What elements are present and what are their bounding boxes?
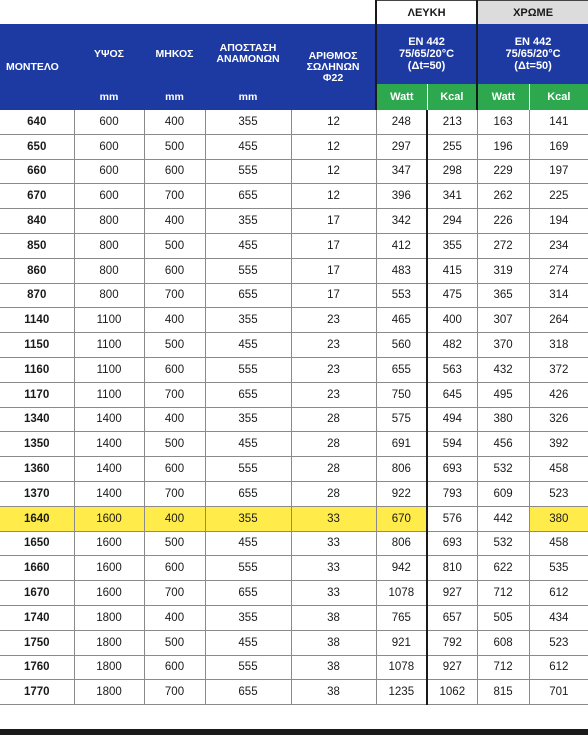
cell-chrome-kcal: 326 xyxy=(529,407,588,432)
cell-chrome-watt: 226 xyxy=(477,209,529,234)
cell-distance: 555 xyxy=(205,655,291,680)
cell-lefki-kcal: 494 xyxy=(427,407,477,432)
cell-length: 700 xyxy=(144,581,205,606)
cell-tubes: 38 xyxy=(291,655,376,680)
cell-chrome-kcal: 234 xyxy=(529,233,588,258)
cell-chrome-watt: 456 xyxy=(477,432,529,457)
cell-chrome-watt: 163 xyxy=(477,110,529,134)
cell-model: 1640 xyxy=(0,506,74,531)
cell-lefki-watt: 553 xyxy=(376,283,427,308)
cell-tubes: 38 xyxy=(291,630,376,655)
cell-model: 1770 xyxy=(0,680,74,705)
cell-distance: 455 xyxy=(205,432,291,457)
table-row xyxy=(0,605,588,630)
cell-chrome-kcal: 264 xyxy=(529,308,588,333)
cell-tubes: 12 xyxy=(291,110,376,134)
cell-tubes: 33 xyxy=(291,531,376,556)
column-header-row xyxy=(0,24,588,84)
cell-tubes: 17 xyxy=(291,209,376,234)
header-chrome-norm xyxy=(477,24,588,84)
unit-distance: mm xyxy=(205,84,291,110)
cell-lefki-kcal: 1062 xyxy=(427,680,477,705)
cell-tubes: 28 xyxy=(291,432,376,457)
cell-lefki-kcal: 294 xyxy=(427,209,477,234)
cell-length: 600 xyxy=(144,457,205,482)
cell-height: 600 xyxy=(74,159,144,184)
cell-lefki-kcal: 810 xyxy=(427,556,477,581)
table-row xyxy=(0,333,588,358)
cell-distance: 555 xyxy=(205,556,291,581)
cell-distance: 455 xyxy=(205,630,291,655)
cell-model: 1150 xyxy=(0,333,74,358)
cell-lefki-watt: 922 xyxy=(376,481,427,506)
table-row xyxy=(0,531,588,556)
header-tubes xyxy=(291,24,376,110)
cell-chrome-kcal: 612 xyxy=(529,655,588,680)
cell-distance: 455 xyxy=(205,531,291,556)
cell-chrome-watt: 712 xyxy=(477,581,529,606)
cell-height: 1400 xyxy=(74,481,144,506)
cell-chrome-watt: 495 xyxy=(477,382,529,407)
cell-chrome-kcal: 392 xyxy=(529,432,588,457)
cell-lefki-watt: 465 xyxy=(376,308,427,333)
cell-chrome-watt: 442 xyxy=(477,506,529,531)
cell-height: 1400 xyxy=(74,457,144,482)
cell-lefki-watt: 342 xyxy=(376,209,427,234)
cell-tubes: 17 xyxy=(291,283,376,308)
header-height: ΥΨΟΣ xyxy=(74,24,144,84)
cell-lefki-kcal: 927 xyxy=(427,655,477,680)
cell-distance: 655 xyxy=(205,680,291,705)
cell-distance: 655 xyxy=(205,184,291,209)
cell-chrome-watt: 532 xyxy=(477,531,529,556)
cell-length: 500 xyxy=(144,233,205,258)
cell-tubes: 28 xyxy=(291,457,376,482)
cell-tubes: 12 xyxy=(291,159,376,184)
table-row xyxy=(0,134,588,159)
cell-model: 850 xyxy=(0,233,74,258)
cell-height: 1100 xyxy=(74,333,144,358)
cell-length: 700 xyxy=(144,184,205,209)
cell-height: 1800 xyxy=(74,605,144,630)
cell-height: 1100 xyxy=(74,308,144,333)
cell-chrome-kcal: 141 xyxy=(529,110,588,134)
cell-lefki-watt: 560 xyxy=(376,333,427,358)
cell-lefki-kcal: 482 xyxy=(427,333,477,358)
cell-distance: 355 xyxy=(205,506,291,531)
cell-chrome-kcal: 523 xyxy=(529,481,588,506)
cell-distance: 355 xyxy=(205,605,291,630)
cell-model: 870 xyxy=(0,283,74,308)
cell-tubes: 38 xyxy=(291,680,376,705)
chrome-norm-line1: EN 442 xyxy=(514,36,552,48)
header-distance-line1: ΑΠΟΣΤΑΣΗ xyxy=(219,42,277,54)
cell-height: 1100 xyxy=(74,357,144,382)
cell-model: 1740 xyxy=(0,605,74,630)
cell-chrome-watt: 609 xyxy=(477,481,529,506)
cell-lefki-kcal: 927 xyxy=(427,581,477,606)
cell-distance: 555 xyxy=(205,159,291,184)
cell-chrome-kcal: 197 xyxy=(529,159,588,184)
table-row xyxy=(0,308,588,333)
cell-lefki-watt: 575 xyxy=(376,407,427,432)
table-row xyxy=(0,432,588,457)
cell-lefki-watt: 806 xyxy=(376,531,427,556)
cell-lefki-kcal: 400 xyxy=(427,308,477,333)
cell-distance: 355 xyxy=(205,209,291,234)
cell-model: 1140 xyxy=(0,308,74,333)
cell-length: 500 xyxy=(144,630,205,655)
cell-model: 670 xyxy=(0,184,74,209)
cell-length: 400 xyxy=(144,110,205,134)
cell-lefki-watt: 670 xyxy=(376,506,427,531)
header-tubes-line2: ΣΩΛΗΝΩΝ xyxy=(306,60,360,73)
cell-length: 400 xyxy=(144,506,205,531)
cell-height: 600 xyxy=(74,184,144,209)
cell-lefki-watt: 921 xyxy=(376,630,427,655)
cell-distance: 555 xyxy=(205,457,291,482)
cell-length: 400 xyxy=(144,308,205,333)
cell-length: 400 xyxy=(144,209,205,234)
cell-tubes: 28 xyxy=(291,407,376,432)
cell-model: 1170 xyxy=(0,382,74,407)
unit-lefki-watt: Watt xyxy=(376,84,427,110)
header-distance-line2: ΑΝΑΜΟΝΩΝ xyxy=(216,53,280,65)
cell-height: 800 xyxy=(74,233,144,258)
cell-model: 1360 xyxy=(0,457,74,482)
cell-length: 500 xyxy=(144,432,205,457)
cell-height: 600 xyxy=(74,110,144,134)
cell-model: 1350 xyxy=(0,432,74,457)
table-row xyxy=(0,110,588,134)
table-row xyxy=(0,556,588,581)
cell-length: 700 xyxy=(144,382,205,407)
cell-chrome-watt: 712 xyxy=(477,655,529,680)
cell-model: 1340 xyxy=(0,407,74,432)
cell-lefki-kcal: 255 xyxy=(427,134,477,159)
cell-chrome-watt: 432 xyxy=(477,357,529,382)
cell-model: 1670 xyxy=(0,581,74,606)
cell-lefki-watt: 396 xyxy=(376,184,427,209)
cell-model: 1650 xyxy=(0,531,74,556)
cell-length: 600 xyxy=(144,655,205,680)
unit-lefki-kcal: Kcal xyxy=(427,84,477,110)
header-lefki-norm xyxy=(376,24,477,84)
cell-tubes: 17 xyxy=(291,258,376,283)
lefki-group-title: ΛΕΥΚΗ xyxy=(376,1,477,25)
cell-distance: 355 xyxy=(205,308,291,333)
cell-lefki-watt: 297 xyxy=(376,134,427,159)
cell-lefki-watt: 765 xyxy=(376,605,427,630)
cell-height: 1100 xyxy=(74,382,144,407)
unit-chrome-watt: Watt xyxy=(477,84,529,110)
cell-length: 700 xyxy=(144,481,205,506)
header-model: ΜΟΝΤΕΛΟ xyxy=(0,24,74,110)
cell-lefki-kcal: 415 xyxy=(427,258,477,283)
cell-lefki-watt: 942 xyxy=(376,556,427,581)
cell-lefki-kcal: 693 xyxy=(427,457,477,482)
cell-chrome-kcal: 169 xyxy=(529,134,588,159)
cell-height: 1800 xyxy=(74,655,144,680)
cell-height: 1600 xyxy=(74,581,144,606)
cell-tubes: 33 xyxy=(291,506,376,531)
cell-chrome-kcal: 426 xyxy=(529,382,588,407)
cell-chrome-watt: 815 xyxy=(477,680,529,705)
lefki-norm-line3: (Δt=50) xyxy=(407,60,446,72)
cell-distance: 655 xyxy=(205,481,291,506)
cell-model: 640 xyxy=(0,110,74,134)
cell-tubes: 33 xyxy=(291,556,376,581)
cell-chrome-watt: 365 xyxy=(477,283,529,308)
unit-length: mm xyxy=(144,84,205,110)
cell-distance: 355 xyxy=(205,407,291,432)
cell-lefki-watt: 750 xyxy=(376,382,427,407)
cell-distance: 555 xyxy=(205,357,291,382)
cell-length: 400 xyxy=(144,407,205,432)
cell-chrome-kcal: 458 xyxy=(529,457,588,482)
cell-lefki-kcal: 792 xyxy=(427,630,477,655)
cell-tubes: 23 xyxy=(291,357,376,382)
header-tubes-line3: Φ22 xyxy=(322,71,344,84)
cell-distance: 655 xyxy=(205,382,291,407)
cell-lefki-watt: 248 xyxy=(376,110,427,134)
cell-lefki-kcal: 213 xyxy=(427,110,477,134)
cell-lefki-watt: 483 xyxy=(376,258,427,283)
cell-chrome-kcal: 523 xyxy=(529,630,588,655)
cell-model: 1760 xyxy=(0,655,74,680)
cell-chrome-kcal: 318 xyxy=(529,333,588,358)
cell-lefki-kcal: 355 xyxy=(427,233,477,258)
cell-height: 1400 xyxy=(74,432,144,457)
cell-lefki-watt: 1078 xyxy=(376,581,427,606)
cell-lefki-kcal: 576 xyxy=(427,506,477,531)
cell-model: 1660 xyxy=(0,556,74,581)
cell-chrome-kcal: 372 xyxy=(529,357,588,382)
cell-distance: 555 xyxy=(205,258,291,283)
cell-lefki-watt: 806 xyxy=(376,457,427,482)
cell-tubes: 17 xyxy=(291,233,376,258)
cell-tubes: 12 xyxy=(291,134,376,159)
table-row xyxy=(0,283,588,308)
cell-height: 600 xyxy=(74,134,144,159)
cell-height: 1600 xyxy=(74,531,144,556)
cell-tubes: 23 xyxy=(291,308,376,333)
cell-length: 500 xyxy=(144,531,205,556)
cell-length: 700 xyxy=(144,680,205,705)
cell-length: 600 xyxy=(144,159,205,184)
cell-height: 1600 xyxy=(74,506,144,531)
table-row xyxy=(0,407,588,432)
table-row xyxy=(0,357,588,382)
header-distance xyxy=(205,24,291,84)
cell-tubes: 23 xyxy=(291,382,376,407)
table-row xyxy=(0,382,588,407)
cell-chrome-kcal: 701 xyxy=(529,680,588,705)
empty-corner xyxy=(0,1,376,25)
cell-distance: 655 xyxy=(205,283,291,308)
cell-tubes: 38 xyxy=(291,605,376,630)
cell-chrome-kcal: 535 xyxy=(529,556,588,581)
cell-chrome-watt: 272 xyxy=(477,233,529,258)
cell-chrome-kcal: 274 xyxy=(529,258,588,283)
cell-lefki-kcal: 563 xyxy=(427,357,477,382)
cell-height: 800 xyxy=(74,283,144,308)
lefki-norm-line1: EN 442 xyxy=(408,36,445,48)
cell-height: 1800 xyxy=(74,630,144,655)
chrome-norm-line3: (Δt=50) xyxy=(514,60,552,72)
cell-length: 500 xyxy=(144,134,205,159)
table-row xyxy=(0,209,588,234)
cell-model: 1750 xyxy=(0,630,74,655)
bottom-border-bar xyxy=(0,729,588,735)
table-row xyxy=(0,258,588,283)
cell-tubes: 33 xyxy=(291,581,376,606)
cell-height: 1800 xyxy=(74,680,144,705)
cell-distance: 455 xyxy=(205,333,291,358)
cell-chrome-kcal: 380 xyxy=(529,506,588,531)
table-row xyxy=(0,233,588,258)
cell-length: 600 xyxy=(144,258,205,283)
header-length: ΜΗΚΟΣ xyxy=(144,24,205,84)
cell-lefki-kcal: 657 xyxy=(427,605,477,630)
cell-lefki-kcal: 475 xyxy=(427,283,477,308)
cell-chrome-watt: 380 xyxy=(477,407,529,432)
table-row xyxy=(0,581,588,606)
cell-tubes: 23 xyxy=(291,333,376,358)
table-row xyxy=(0,630,588,655)
cell-lefki-watt: 347 xyxy=(376,159,427,184)
cell-height: 1600 xyxy=(74,556,144,581)
table-row xyxy=(0,680,588,705)
unit-height: mm xyxy=(74,84,144,110)
cell-length: 400 xyxy=(144,605,205,630)
cell-height: 800 xyxy=(74,258,144,283)
cell-chrome-watt: 262 xyxy=(477,184,529,209)
cell-chrome-watt: 307 xyxy=(477,308,529,333)
cell-model: 840 xyxy=(0,209,74,234)
cell-tubes: 28 xyxy=(291,481,376,506)
cell-distance: 455 xyxy=(205,134,291,159)
table-row xyxy=(0,184,588,209)
cell-tubes: 12 xyxy=(291,184,376,209)
cell-lefki-watt: 1078 xyxy=(376,655,427,680)
cell-chrome-watt: 229 xyxy=(477,159,529,184)
lefki-norm-line2: 75/65/20°C xyxy=(398,48,455,60)
cell-lefki-watt: 1235 xyxy=(376,680,427,705)
table-row xyxy=(0,159,588,184)
cell-length: 600 xyxy=(144,357,205,382)
cell-model: 1160 xyxy=(0,357,74,382)
cell-length: 700 xyxy=(144,283,205,308)
chrome-group-title: ΧΡΩΜΕ xyxy=(477,1,588,25)
cell-distance: 355 xyxy=(205,110,291,134)
cell-model: 860 xyxy=(0,258,74,283)
cell-chrome-kcal: 458 xyxy=(529,531,588,556)
cell-chrome-watt: 370 xyxy=(477,333,529,358)
cell-model: 650 xyxy=(0,134,74,159)
cell-lefki-watt: 691 xyxy=(376,432,427,457)
table-row xyxy=(0,457,588,482)
cell-lefki-watt: 412 xyxy=(376,233,427,258)
cell-height: 800 xyxy=(74,209,144,234)
cell-chrome-watt: 608 xyxy=(477,630,529,655)
chrome-norm-line2: 75/65/20°C xyxy=(505,48,561,60)
cell-length: 600 xyxy=(144,556,205,581)
group-header-row xyxy=(0,1,588,25)
cell-lefki-kcal: 594 xyxy=(427,432,477,457)
cell-chrome-kcal: 612 xyxy=(529,581,588,606)
table-row xyxy=(0,655,588,680)
cell-model: 660 xyxy=(0,159,74,184)
table-row xyxy=(0,506,588,531)
cell-length: 500 xyxy=(144,333,205,358)
cell-chrome-kcal: 314 xyxy=(529,283,588,308)
cell-chrome-kcal: 194 xyxy=(529,209,588,234)
cell-lefki-kcal: 298 xyxy=(427,159,477,184)
cell-model: 1370 xyxy=(0,481,74,506)
header-tubes-line1: ΑΡΙΘΜΟΣ xyxy=(308,49,358,62)
cell-chrome-watt: 196 xyxy=(477,134,529,159)
cell-chrome-kcal: 434 xyxy=(529,605,588,630)
cell-lefki-kcal: 341 xyxy=(427,184,477,209)
cell-chrome-watt: 532 xyxy=(477,457,529,482)
cell-chrome-watt: 622 xyxy=(477,556,529,581)
table-row xyxy=(0,481,588,506)
cell-chrome-watt: 505 xyxy=(477,605,529,630)
cell-chrome-watt: 319 xyxy=(477,258,529,283)
unit-chrome-kcal: Kcal xyxy=(529,84,588,110)
cell-height: 1400 xyxy=(74,407,144,432)
cell-lefki-kcal: 693 xyxy=(427,531,477,556)
cell-lefki-watt: 655 xyxy=(376,357,427,382)
cell-lefki-kcal: 645 xyxy=(427,382,477,407)
cell-distance: 655 xyxy=(205,581,291,606)
cell-chrome-kcal: 225 xyxy=(529,184,588,209)
cell-lefki-kcal: 793 xyxy=(427,481,477,506)
cell-distance: 455 xyxy=(205,233,291,258)
